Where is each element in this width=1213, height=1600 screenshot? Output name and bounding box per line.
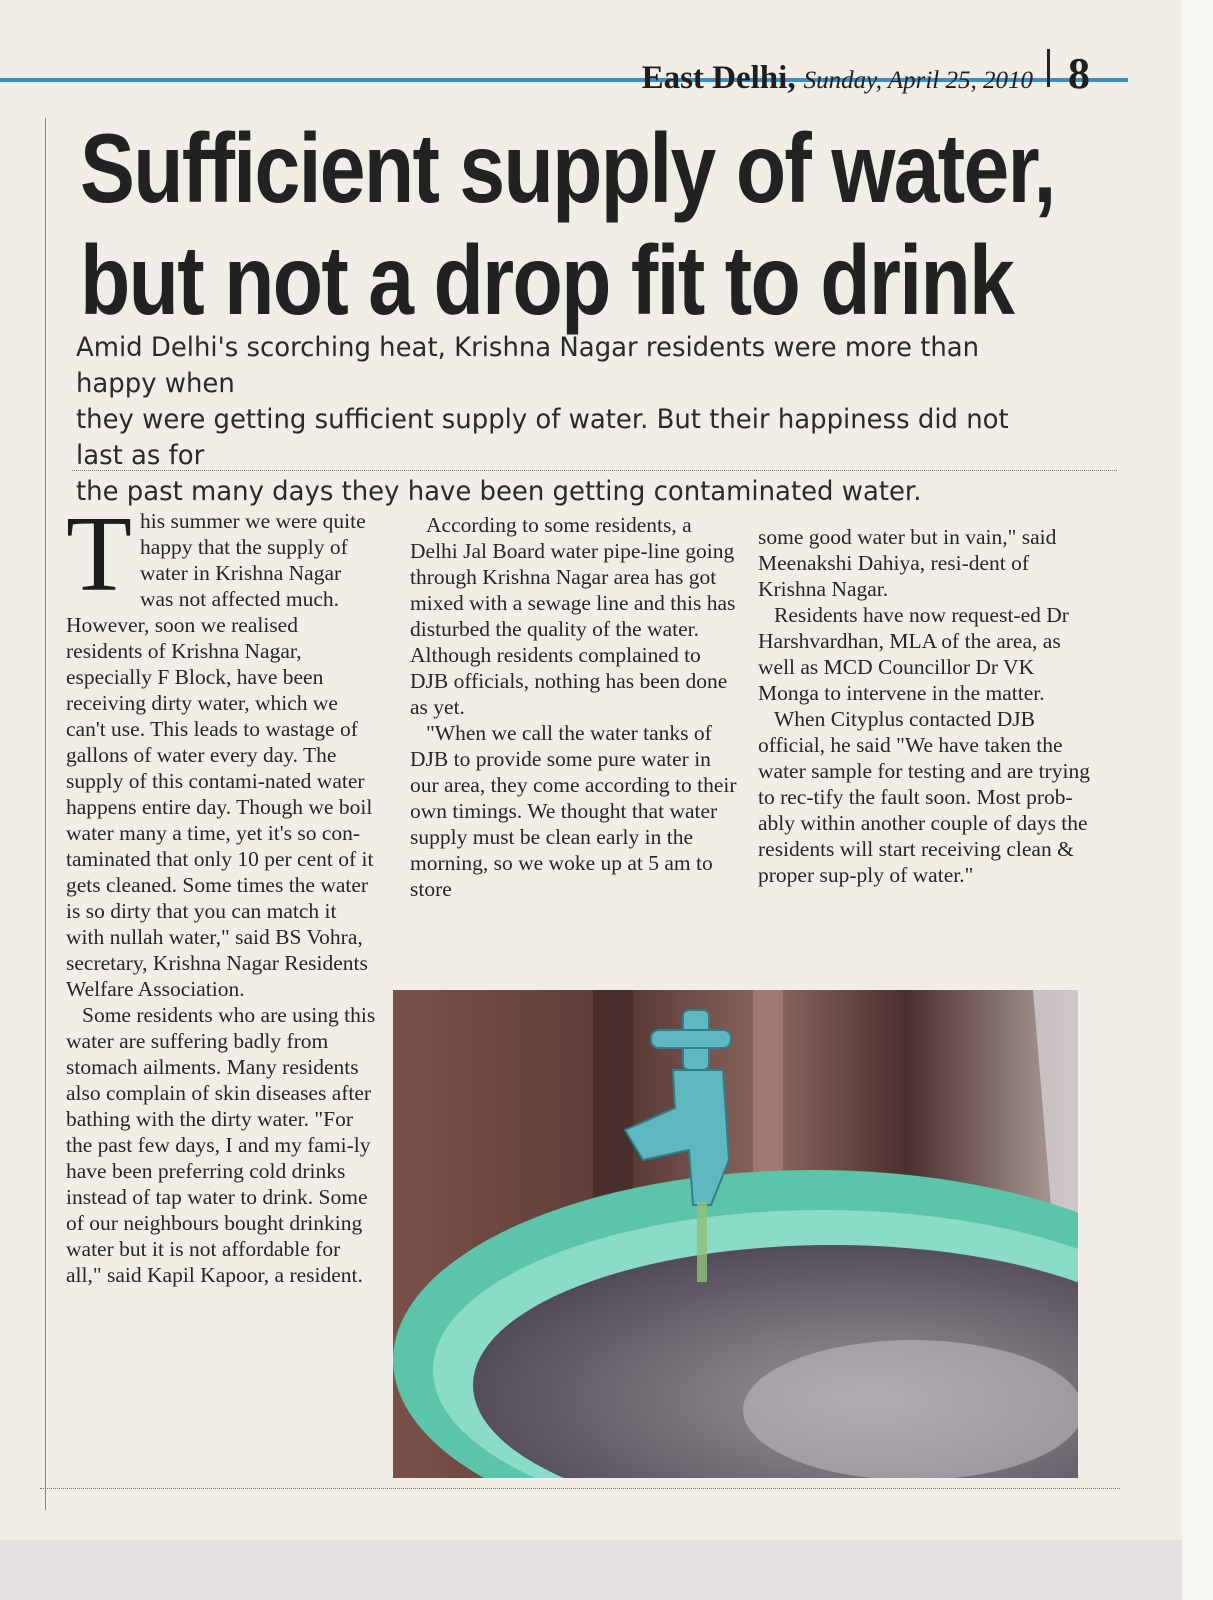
paragraph: "When we call the water tanks of DJB to provide some pure water in our area, they come according to their own timings. We thought that water supply must be clean early in the morning, so we woke up at 5 am to store — [410, 721, 737, 901]
bottom-divider — [40, 1488, 1120, 1489]
news-photo-tap-and-bucket — [393, 990, 1078, 1478]
tap-bucket-illustration — [393, 990, 1078, 1478]
paragraph: When Cityplus contacted DJB official, he said "We have taken the water sample for testing and are trying to rec-tify the fault soon. Most prob-ably within another couple of days the residents will start receiving clean & proper sup-ply of water." — [758, 707, 1090, 887]
column-rule-left — [45, 118, 46, 1510]
paragraph: According to some residents, a Delhi Jal Board water pipe-line going through Krishna Nagar area has got mixed with a sewage line and this has disturbed the quality of the water. Although residents complained to DJB officials, nothing has been done as yet. — [410, 513, 736, 719]
article-column-2 — [410, 512, 740, 902]
article-column-3 — [758, 524, 1094, 888]
headline-line-2: but not a drop fit to drink — [80, 225, 1014, 335]
paragraph: Residents have now request-ed Dr Harshvardhan, MLA of the area, as well as MCD Councillor Dr VK Monga to intervene in the matter. — [758, 603, 1069, 705]
page-edge — [1182, 0, 1213, 1600]
article-column-1 — [66, 495, 376, 1288]
deck-line-2: they were getting sufficient supply of water. But their happiness did not last as for — [76, 404, 1009, 471]
masthead-section: East Delhi, — [641, 60, 796, 96]
paragraph-text: his summer we were quite happy that the supply of water in Krishna Nagar was not affected much. However, soon we realised residents of Krishna Nagar, especially F Block, have been receiving dirty water, which we can't use. This leads to wastage of gallons of water every day. The supply of this contami-nated water happens entire day. Though we boil water many a time, yet it's so con-taminated that only 10 per cent of it gets cleaned. Some times the water is so dirty that you can match it with nullah water," said BS Vohra, secretary, Krishna Nagar Residents Welfare Association. — [66, 509, 374, 1001]
bottom-strip — [0, 1540, 1182, 1600]
deck-line-1: Amid Delhi's scorching heat, Krishna Nagar residents were more than happy when — [76, 332, 980, 399]
deck-divider — [72, 470, 1117, 471]
headline — [80, 112, 1055, 336]
masthead-date: Sunday, April 25, 2010 — [803, 67, 1033, 94]
deck-line-3: the past many days they have been getting contaminated water. — [76, 476, 922, 507]
deck-summary — [76, 330, 1046, 510]
paragraph: some good water but in vain," said Meenakshi Dahiya, resi-dent of Krishna Nagar. — [758, 525, 1057, 601]
drop-cap: T — [66, 495, 132, 614]
headline-line-1: Sufficient supply of water, — [80, 113, 1055, 223]
masthead — [641, 48, 1090, 98]
page-number: 8 — [1068, 49, 1090, 98]
masthead-separator — [1047, 49, 1050, 87]
paragraph — [66, 495, 376, 1002]
paragraph: Some residents who are using this water are suffering badly from stomach ailments. Many residents also complain of skin diseases after bathing with the dirty water. "For the past few days, I and my fami-ly have been preferring cold drinks instead of tap water to drink. Some of our neighbours bought drinking water but it is not affordable for all," said Kapil Kapoor, a resident. — [66, 1003, 376, 1287]
